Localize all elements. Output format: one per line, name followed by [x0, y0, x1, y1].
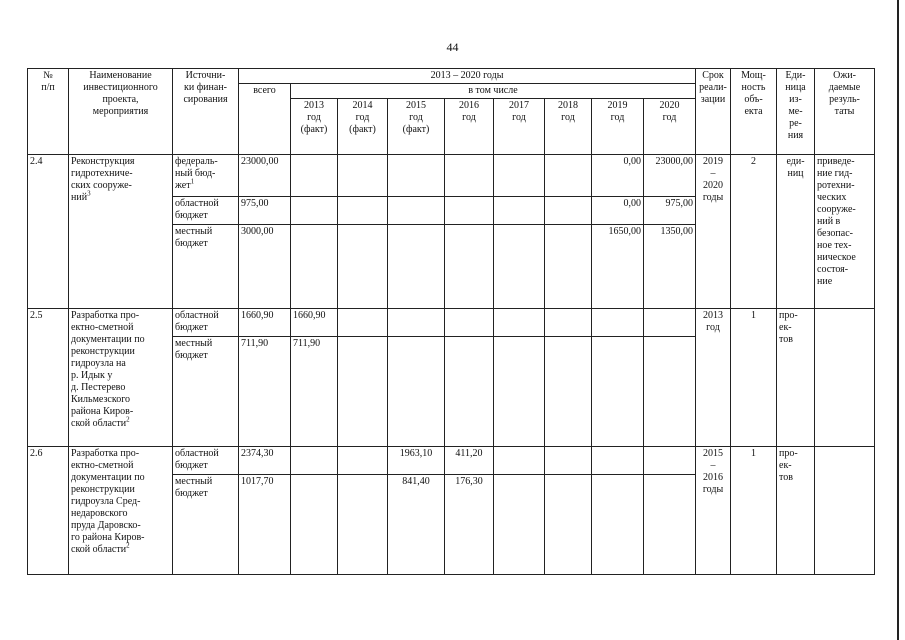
cell-2020: 1350,00 — [644, 225, 696, 309]
cell-2016: 176,30 — [445, 475, 494, 575]
page-number: 44 — [446, 40, 459, 54]
header-capacity: Мощ- ность объ- екта — [731, 69, 777, 155]
header-period: 2013 – 2020 годы — [239, 69, 696, 84]
header-year-2015: 2015 год (факт) — [388, 99, 445, 155]
header-num: № п/п — [28, 69, 69, 155]
row-source: местный бюджет — [173, 225, 239, 309]
cell-2019: 0,00 — [592, 197, 644, 225]
cell-total: 1660,90 — [239, 309, 291, 337]
header-result: Ожи- даемые резуль- таты — [815, 69, 875, 155]
header-name: Наименование инвестиционного проекта, мероприятия — [69, 69, 173, 155]
cell-2013: 1660,90 — [291, 309, 338, 337]
cell-2013: 711,90 — [291, 337, 338, 447]
row-unit: про- ек- тов — [777, 309, 815, 447]
row-capacity: 1 — [731, 447, 777, 575]
cell-2016: 411,20 — [445, 447, 494, 475]
header-source: Источни- ки финан- сирования — [173, 69, 239, 155]
row-term: 2013 год — [696, 309, 731, 447]
row-source: областной бюджет — [173, 197, 239, 225]
investment-table — [27, 68, 875, 575]
header-year-2014: 2014 год (факт) — [338, 99, 388, 155]
cell-2019: 0,00 — [592, 155, 644, 197]
row-name: Разработка про- ектно-сметной документации по реконструкции гидроузла на р. Идык у д. Пестерево Кильмезского района Киров- ской области$^2$ — [69, 309, 173, 447]
cell-total: 3000,00 — [239, 225, 291, 309]
page-edge-line — [897, 0, 899, 640]
cell-total: 975,00 — [239, 197, 291, 225]
row-result — [815, 447, 875, 575]
cell-total: 23000,00 — [239, 155, 291, 197]
row-source: местный бюджет — [173, 475, 239, 575]
row-term: 2015 – 2016 годы — [696, 447, 731, 575]
header-year-2013: 2013 год (факт) — [291, 99, 338, 155]
header-term: Срок реали- зации — [696, 69, 731, 155]
header-unit: Еди- ница из- ме- ре- ния — [777, 69, 815, 155]
row-result: приведе- ние гид- ротехни- ческих сооруже- ний в безопас- ное тех- ническое состоя- ние — [815, 155, 875, 309]
header-year-2017: 2017 год — [494, 99, 545, 155]
header-incl: в том числе — [291, 84, 696, 99]
row-capacity: 2 — [731, 155, 777, 309]
row-unit: еди- ниц — [777, 155, 815, 309]
header-year-2018: 2018 год — [545, 99, 592, 155]
row-num: 2.6 — [28, 447, 69, 575]
row-capacity: 1 — [731, 309, 777, 447]
row-source: федераль- ный бюд- жет$^1$ — [173, 155, 239, 197]
cell-2020: 23000,00 — [644, 155, 696, 197]
row-source: областной бюджет — [173, 309, 239, 337]
row-source: местный бюджет — [173, 337, 239, 447]
header-year-2019: 2019 год — [592, 99, 644, 155]
table-row — [28, 155, 875, 197]
header-year-2016: 2016 год — [445, 99, 494, 155]
cell-2015: 1963,10 — [388, 447, 445, 475]
cell-total: 2374,30 — [239, 447, 291, 475]
table-row — [28, 447, 875, 475]
row-term: 2019 – 2020 годы — [696, 155, 731, 309]
cell-2019: 1650,00 — [592, 225, 644, 309]
header-total: всего — [239, 84, 291, 155]
row-name: Разработка про- ектно-сметной документации по реконструкции гидроузла Сред- недаровского пруда Даровско- го района Киров- ской области$^2$ — [69, 447, 173, 575]
row-num: 2.4 — [28, 155, 69, 309]
cell-2015: 841,40 — [388, 475, 445, 575]
cell-total: 711,90 — [239, 337, 291, 447]
row-unit: про- ек- тов — [777, 447, 815, 575]
row-source: областной бюджет — [173, 447, 239, 475]
cell-total: 1017,70 — [239, 475, 291, 575]
cell-2020: 975,00 — [644, 197, 696, 225]
header-year-2020: 2020 год — [644, 99, 696, 155]
table-row — [28, 309, 875, 337]
row-num: 2.5 — [28, 309, 69, 447]
row-name: Реконструкция гидротехниче- ских сооруже- ний$^3$ — [69, 155, 173, 309]
row-result — [815, 309, 875, 447]
